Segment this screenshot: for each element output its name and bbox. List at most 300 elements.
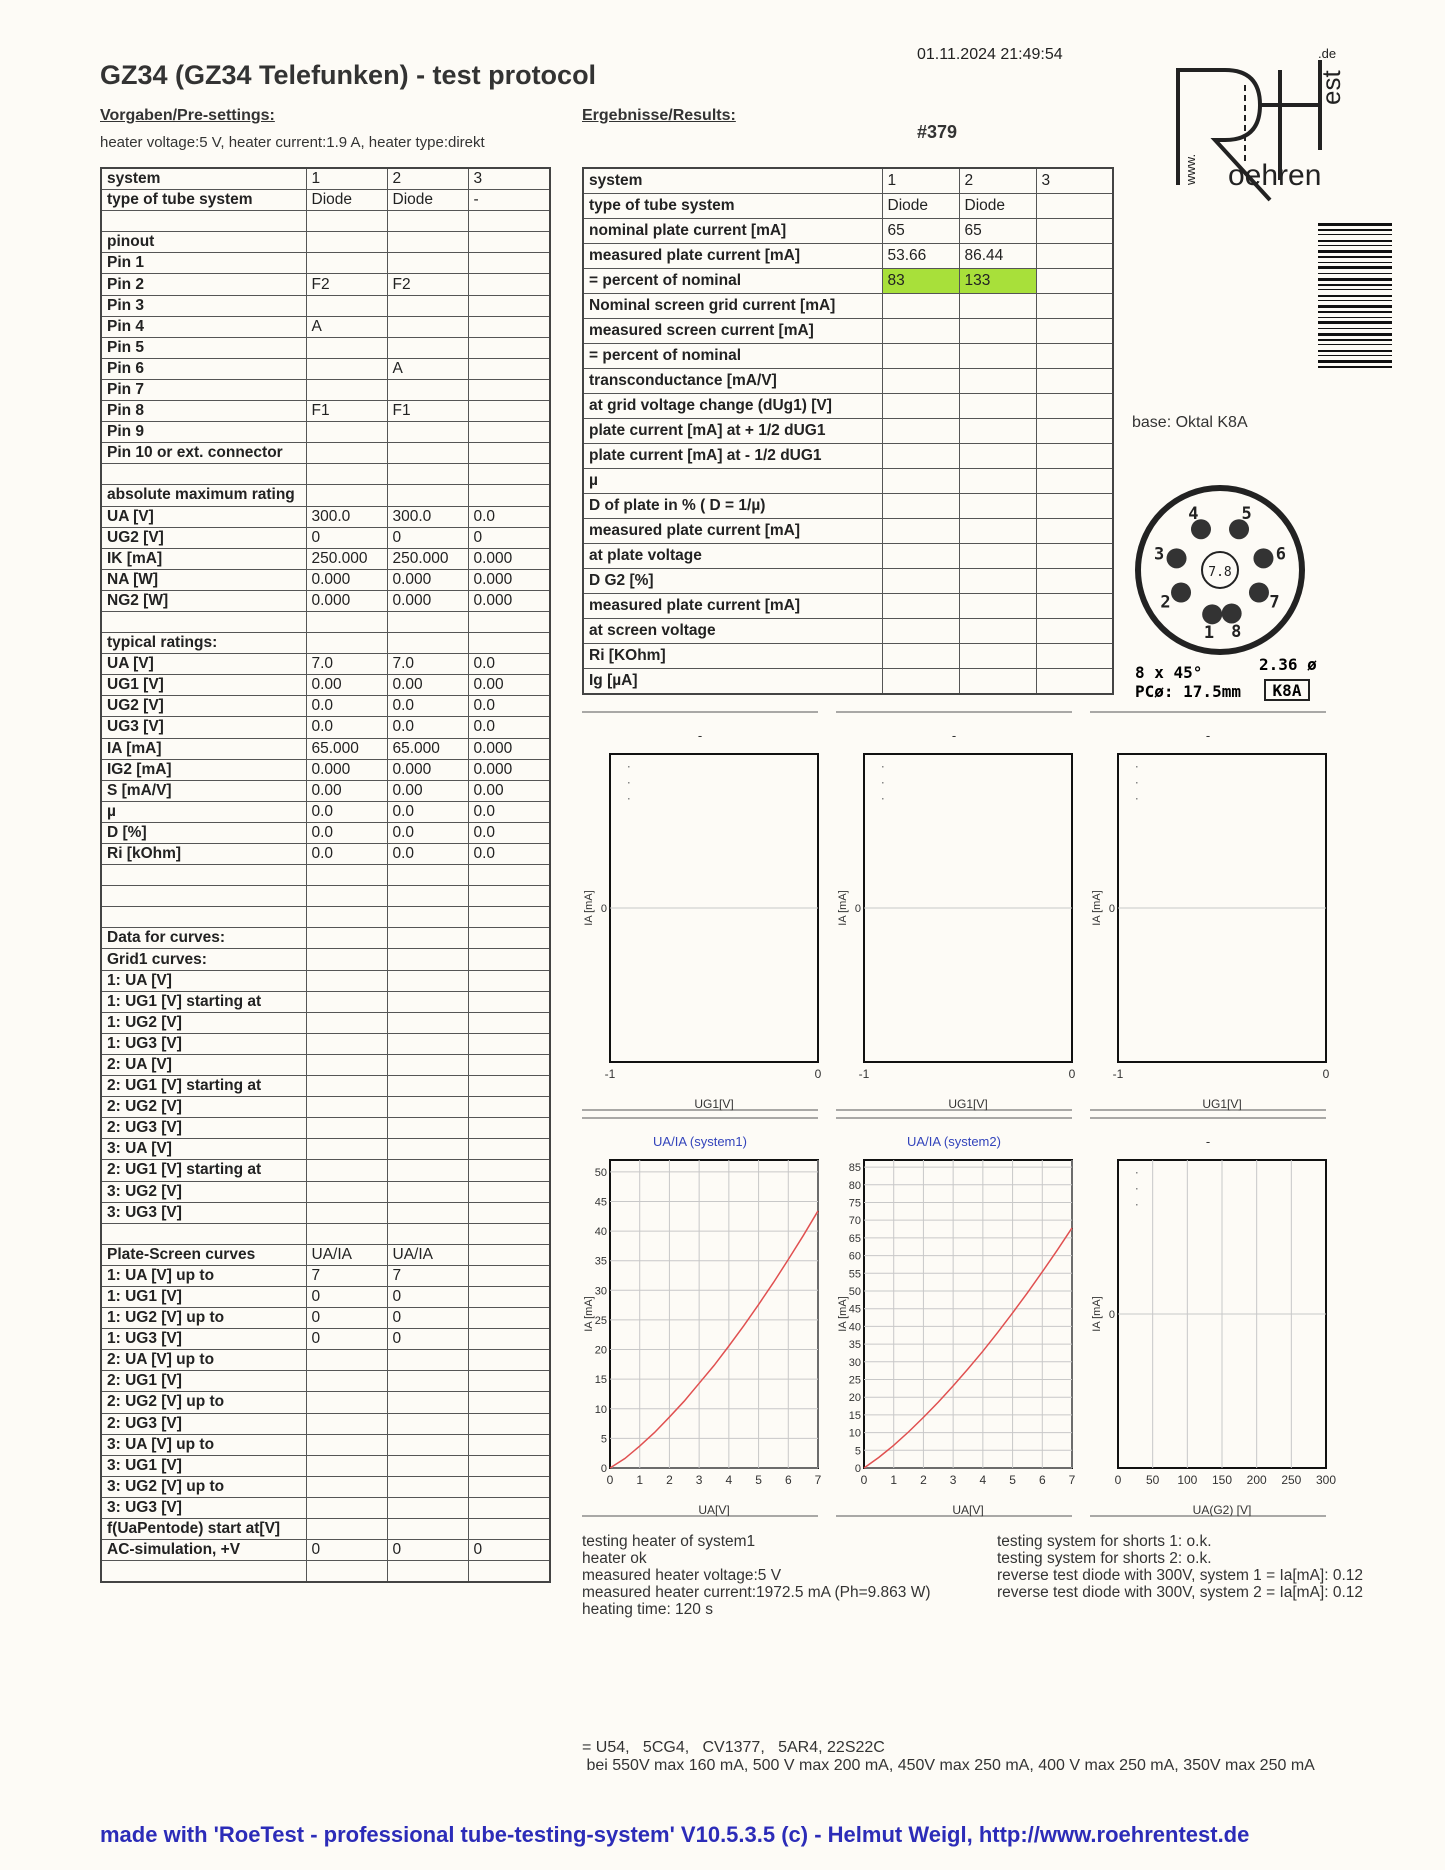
- x-tick-label: 7: [1068, 1473, 1076, 1487]
- cell-system-3: [468, 1160, 550, 1181]
- cell-system-2: 7.0: [387, 654, 468, 675]
- row-label: 2: UG3 [V]: [101, 1413, 306, 1434]
- table-row: [101, 1202, 550, 1223]
- cell-system-2: [387, 337, 468, 358]
- barcode-bar: [1318, 223, 1392, 226]
- cell-system-1: [306, 1181, 387, 1202]
- cell-system-1: [306, 907, 387, 928]
- y-tick-label: 0: [1108, 1309, 1115, 1321]
- cell-system-2: 0: [387, 1286, 468, 1307]
- cell-system-3: 0.0: [468, 717, 550, 738]
- presettings-text: heater voltage:5 V, heater current:1.9 A, heater type:direkt: [100, 134, 485, 151]
- row-label: type of tube system: [583, 194, 882, 219]
- cell-system-1: [882, 369, 959, 394]
- cell-system-3: [1036, 344, 1113, 369]
- cell-system-2: [387, 379, 468, 400]
- cell-system-1: 1: [882, 168, 959, 194]
- note-line: testing system for shorts 2: o.k.: [997, 1550, 1212, 1567]
- cell-system-2: F2: [387, 274, 468, 295]
- x-tick-label: 3: [949, 1473, 957, 1487]
- barcode-bar: [1318, 234, 1392, 235]
- y-tick-label: 45: [594, 1196, 607, 1209]
- y-tick-label: 35: [594, 1255, 607, 1268]
- cell-system-1: 1: [306, 168, 387, 190]
- row-label: µ: [583, 469, 882, 494]
- y-tick-label: 30: [594, 1285, 607, 1298]
- table-row: [101, 801, 550, 822]
- row-label: 1: UG1 [V] starting at: [101, 991, 306, 1012]
- table-row: [101, 865, 550, 886]
- cell-system-2: 0.000: [387, 759, 468, 780]
- row-label: [101, 211, 306, 232]
- cell-system-3: [468, 1476, 550, 1497]
- barcode-bar: [1318, 355, 1392, 356]
- table-row: [101, 822, 550, 843]
- cell-system-3: [468, 1371, 550, 1392]
- socket-pin: [1202, 604, 1222, 624]
- cell-system-1: [306, 970, 387, 991]
- cell-system-1: [306, 949, 387, 970]
- y-tick-label: 75: [848, 1197, 861, 1210]
- cell-system-3: [468, 1012, 550, 1033]
- y-tick-label: 25: [848, 1374, 861, 1387]
- cell-system-3: [468, 1118, 550, 1139]
- cell-system-2: [959, 644, 1036, 669]
- cell-system-1: 0.0: [306, 801, 387, 822]
- row-label: at grid voltage change (dUg1) [V]: [583, 394, 882, 419]
- x-tick-label: 6: [784, 1473, 792, 1487]
- y-tick-label: 85: [848, 1162, 861, 1175]
- cell-system-1: Diode: [882, 194, 959, 219]
- cell-system-2: 0.0: [387, 822, 468, 843]
- socket-diagram: [1135, 488, 1320, 713]
- row-label: 3: UG2 [V] up to: [101, 1476, 306, 1497]
- table-row: [101, 1455, 550, 1476]
- cell-system-2: [387, 949, 468, 970]
- note-line: reverse test diode with 300V, system 2 = Ia[mA]: 0.12: [997, 1584, 1364, 1601]
- cell-system-2: [959, 419, 1036, 444]
- cell-system-2: 300.0: [387, 506, 468, 527]
- cell-system-2: [387, 1012, 468, 1033]
- barcode-bar: [1318, 311, 1392, 313]
- table-row: [101, 316, 550, 337]
- cell-system-2: [387, 1497, 468, 1518]
- cell-system-3: 0.0: [468, 801, 550, 822]
- cell-system-1: 0: [306, 527, 387, 548]
- x-tick-label: 150: [1211, 1473, 1233, 1487]
- row-label: [101, 611, 306, 632]
- cell-system-2: 0.000: [387, 590, 468, 611]
- cell-system-2: Diode: [387, 190, 468, 211]
- table-row: [583, 619, 1113, 644]
- cell-system-1: F1: [306, 401, 387, 422]
- cell-system-3: 0: [468, 527, 550, 548]
- cell-system-3: [468, 991, 550, 1012]
- cell-system-1: 65: [882, 219, 959, 244]
- cell-system-1: [306, 422, 387, 443]
- cell-system-1: 0.000: [306, 590, 387, 611]
- cell-system-2: [387, 485, 468, 506]
- cell-system-3: [468, 1308, 550, 1329]
- x-axis-label: UA[V]: [698, 1503, 730, 1517]
- row-label: at screen voltage: [583, 619, 882, 644]
- row-label: IG2 [mA]: [101, 759, 306, 780]
- socket-pin: [1222, 603, 1242, 623]
- cell-system-2: [387, 928, 468, 949]
- chart-title: UA/IA (system2): [907, 1134, 1001, 1149]
- cell-system-3: [468, 907, 550, 928]
- chart-title: -: [951, 728, 957, 743]
- cell-system-3: 0.00: [468, 780, 550, 801]
- x-tick-label: 5: [1009, 1473, 1016, 1487]
- cell-system-1: [882, 494, 959, 519]
- row-label: system: [583, 168, 882, 194]
- cell-system-2: 86.44: [959, 244, 1036, 269]
- cell-system-3: 0: [468, 1540, 550, 1561]
- table-row: [101, 1033, 550, 1054]
- cell-system-1: [306, 1455, 387, 1476]
- table-row: [101, 970, 550, 991]
- cell-system-1: [882, 394, 959, 419]
- cell-system-1: [882, 419, 959, 444]
- row-label: 3: UG2 [V]: [101, 1181, 306, 1202]
- row-label: 2: UG2 [V] up to: [101, 1392, 306, 1413]
- cell-system-2: 0.0: [387, 801, 468, 822]
- row-label: IK [mA]: [101, 548, 306, 569]
- cell-system-1: 0.000: [306, 759, 387, 780]
- row-label: nominal plate current [mA]: [583, 219, 882, 244]
- cell-system-3: [468, 232, 550, 253]
- cell-system-3: [1036, 494, 1113, 519]
- note-line: reverse test diode with 300V, system 1 = Ia[mA]: 0.12: [997, 1567, 1364, 1584]
- y-tick-label: 50: [594, 1166, 607, 1179]
- table-row: [101, 1540, 550, 1561]
- row-label: AC-simulation, +V: [101, 1540, 306, 1561]
- cell-system-2: 0.0: [387, 696, 468, 717]
- table-row: [101, 1181, 550, 1202]
- cell-system-3: [468, 316, 550, 337]
- table-row: [101, 1308, 550, 1329]
- cell-system-3: [468, 949, 550, 970]
- table-row: [101, 1054, 550, 1075]
- row-label: UA [V]: [101, 506, 306, 527]
- row-label: 3: UG1 [V]: [101, 1455, 306, 1476]
- cell-system-1: [882, 569, 959, 594]
- cell-system-1: A: [306, 316, 387, 337]
- cell-system-3: [468, 1139, 550, 1160]
- table-row: [101, 1329, 550, 1350]
- x-tick-label: 2: [920, 1473, 927, 1487]
- table-row: [583, 219, 1113, 244]
- cell-system-1: [882, 544, 959, 569]
- chart-background: [582, 1118, 818, 1518]
- logo-est: est: [1316, 70, 1346, 105]
- cell-system-1: [306, 1139, 387, 1160]
- cell-system-1: [306, 1371, 387, 1392]
- cell-system-3: [468, 970, 550, 991]
- chart-title: -: [1205, 1134, 1211, 1149]
- cell-system-1: [306, 1076, 387, 1097]
- cell-system-2: 0.0: [387, 717, 468, 738]
- cell-system-1: 0.0: [306, 717, 387, 738]
- chart-title: -: [697, 728, 703, 743]
- chart-plate-system1: [582, 1118, 822, 1518]
- cell-system-3: [1036, 294, 1113, 319]
- table-row: [583, 669, 1113, 695]
- row-label: 2: UG1 [V] starting at: [101, 1160, 306, 1181]
- table-row: [101, 1392, 550, 1413]
- cell-system-2: [387, 422, 468, 443]
- x-tick-label: -1: [858, 1067, 870, 1081]
- equivalents: [582, 1739, 1315, 1775]
- row-label: at plate voltage: [583, 544, 882, 569]
- row-label: Ig [µA]: [583, 669, 882, 695]
- barcode-bar: [1318, 333, 1392, 336]
- cell-system-2: [387, 1350, 468, 1371]
- cell-system-3: [1036, 444, 1113, 469]
- cell-system-3: [468, 1392, 550, 1413]
- barcode-bar: [1318, 344, 1392, 345]
- barcode-bar: [1318, 366, 1392, 368]
- logo-de: .de: [1318, 46, 1337, 61]
- y-tick-label: 10: [594, 1403, 607, 1416]
- cell-system-3: [1036, 269, 1113, 294]
- table-row: [101, 1413, 550, 1434]
- x-axis-label: UG1[V]: [1202, 1097, 1242, 1111]
- table-row: [583, 419, 1113, 444]
- row-label: 1: UA [V] up to: [101, 1265, 306, 1286]
- cell-system-2: 133: [959, 269, 1036, 294]
- socket-pin: [1249, 583, 1269, 603]
- table-row: [101, 295, 550, 316]
- x-axis-label: UG1[V]: [694, 1097, 734, 1111]
- table-row: [101, 886, 550, 907]
- row-label: Pin 3: [101, 295, 306, 316]
- y-tick-label: 0: [854, 1463, 861, 1475]
- timestamp: 01.11.2024 21:49:54: [917, 46, 1063, 63]
- cell-system-1: [306, 464, 387, 485]
- y-tick-label: 0: [600, 903, 607, 915]
- cell-system-1: 7: [306, 1265, 387, 1286]
- cell-system-1: [306, 633, 387, 654]
- table-row: [583, 344, 1113, 369]
- barcode-bar: [1318, 273, 1392, 274]
- row-label: D [%]: [101, 822, 306, 843]
- row-label: Pin 6: [101, 358, 306, 379]
- x-tick-label: 0: [1322, 1067, 1330, 1081]
- chart-background: [1090, 1118, 1326, 1518]
- legend-dot: [1136, 798, 1138, 800]
- y-tick-label: 40: [848, 1321, 861, 1334]
- cell-system-1: [882, 594, 959, 619]
- cell-system-2: [387, 295, 468, 316]
- chart-background: [1090, 712, 1326, 1112]
- row-label: 2: UG3 [V]: [101, 1118, 306, 1139]
- table-row: [101, 907, 550, 928]
- table-row: [101, 1139, 550, 1160]
- cell-system-3: [468, 1223, 550, 1244]
- cell-system-1: [306, 1476, 387, 1497]
- row-label: plate current [mA] at + 1/2 dUG1: [583, 419, 882, 444]
- row-label: UG2 [V]: [101, 696, 306, 717]
- note-line: heating time: 120 s: [582, 1601, 713, 1618]
- legend-dot: [882, 782, 884, 784]
- chart-grid1-system1: [582, 712, 822, 1112]
- cell-system-2: [387, 1202, 468, 1223]
- cell-system-2: 250.000: [387, 548, 468, 569]
- y-tick-label: 0: [1108, 903, 1115, 915]
- cell-system-1: [306, 865, 387, 886]
- cell-system-2: [387, 1139, 468, 1160]
- table-row: [101, 844, 550, 865]
- heater-notes: [582, 1533, 931, 1618]
- cell-system-1: 300.0: [306, 506, 387, 527]
- row-label: 3: UA [V]: [101, 1139, 306, 1160]
- row-label: Ri [KOhm]: [583, 644, 882, 669]
- table-row: [101, 1076, 550, 1097]
- socket-pin-label: 7: [1269, 592, 1280, 613]
- x-tick-label: 250: [1281, 1473, 1302, 1487]
- cell-system-1: [306, 1202, 387, 1223]
- cell-system-3: [1036, 194, 1113, 219]
- cell-system-3: [468, 1519, 550, 1540]
- cell-system-2: [387, 1519, 468, 1540]
- cell-system-1: [882, 644, 959, 669]
- cell-system-2: [959, 544, 1036, 569]
- cell-system-3: 0.000: [468, 548, 550, 569]
- row-label: pinout: [101, 232, 306, 253]
- chart-background: [836, 712, 1072, 1112]
- cell-system-2: [387, 886, 468, 907]
- cell-system-1: [306, 611, 387, 632]
- cell-system-1: 250.000: [306, 548, 387, 569]
- row-label: Pin 10 or ext. connector: [101, 443, 306, 464]
- table-row: [101, 633, 550, 654]
- note-line: measured heater current:1972.5 mA (Ph=9.863 W): [582, 1584, 931, 1601]
- table-row: [101, 1244, 550, 1265]
- row-label: measured plate current [mA]: [583, 244, 882, 269]
- note-line: testing system for shorts 1: o.k.: [997, 1533, 1212, 1550]
- row-label: transconductance [mA/V]: [583, 369, 882, 394]
- legend-dot: [628, 766, 630, 768]
- y-tick-label: 15: [848, 1409, 861, 1422]
- cell-system-3: [468, 1202, 550, 1223]
- results-heading: Ergebnisse/Results:: [582, 107, 736, 124]
- cell-system-1: [306, 211, 387, 232]
- cell-system-2: [387, 907, 468, 928]
- socket-center: 7.8: [1208, 565, 1232, 580]
- table-row: [101, 337, 550, 358]
- cell-system-3: 0.00: [468, 675, 550, 696]
- row-label: 2: UG2 [V]: [101, 1097, 306, 1118]
- cell-system-1: 0: [306, 1286, 387, 1307]
- cell-system-3: [1036, 319, 1113, 344]
- table-row: [583, 494, 1113, 519]
- row-label: UG2 [V]: [101, 527, 306, 548]
- y-axis-label: IA [mA]: [583, 890, 595, 926]
- cell-system-2: [959, 669, 1036, 695]
- table-row: [101, 253, 550, 274]
- x-tick-label: 0: [606, 1473, 614, 1487]
- cell-system-2: [959, 394, 1036, 419]
- table-row: [101, 1118, 550, 1139]
- row-label: Pin 9: [101, 422, 306, 443]
- cell-system-2: [959, 619, 1036, 644]
- cell-system-2: [387, 1476, 468, 1497]
- row-label: UG1 [V]: [101, 675, 306, 696]
- cell-system-2: [387, 1054, 468, 1075]
- table-row: [101, 274, 550, 295]
- cell-system-1: [306, 1497, 387, 1518]
- cell-system-2: [387, 1392, 468, 1413]
- cell-system-2: 0.00: [387, 675, 468, 696]
- cell-system-2: [959, 319, 1036, 344]
- row-label: = percent of nominal: [583, 269, 882, 294]
- cell-system-2: A: [387, 358, 468, 379]
- socket-pin-label: 1: [1203, 623, 1215, 644]
- cell-system-2: [387, 1223, 468, 1244]
- socket-pin-label: 5: [1241, 503, 1252, 524]
- table-row: [583, 644, 1113, 669]
- cell-system-1: 0.0: [306, 696, 387, 717]
- table-row: [101, 738, 550, 759]
- cell-system-3: 0.0: [468, 822, 550, 843]
- cell-system-2: [959, 469, 1036, 494]
- cell-system-3: [468, 422, 550, 443]
- cell-system-3: [468, 274, 550, 295]
- cell-system-1: 65.000: [306, 738, 387, 759]
- cell-system-3: [1036, 544, 1113, 569]
- row-label: D of plate in % ( D = 1/µ): [583, 494, 882, 519]
- cell-system-3: [468, 611, 550, 632]
- cell-system-3: [1036, 219, 1113, 244]
- legend-dot: [628, 782, 630, 784]
- row-label: [101, 865, 306, 886]
- table-row: [101, 780, 550, 801]
- row-label: [101, 1223, 306, 1244]
- chart-background: [836, 1118, 1072, 1518]
- cell-system-3: 0.0: [468, 844, 550, 865]
- cell-system-2: [387, 633, 468, 654]
- legend-dot: [1136, 766, 1138, 768]
- cell-system-2: 0: [387, 1329, 468, 1350]
- x-axis-label: UA(G2) [V]: [1192, 1503, 1252, 1517]
- row-label: 2: UA [V] up to: [101, 1350, 306, 1371]
- table-row: [101, 527, 550, 548]
- table-row: [101, 675, 550, 696]
- cell-system-1: [306, 295, 387, 316]
- row-label: Pin 1: [101, 253, 306, 274]
- barcode-bar: [1318, 289, 1392, 290]
- table-row: [101, 548, 550, 569]
- x-tick-label: 6: [1038, 1473, 1046, 1487]
- x-tick-label: -1: [1112, 1067, 1124, 1081]
- cell-system-2: 0: [387, 1308, 468, 1329]
- cell-system-1: [882, 319, 959, 344]
- socket-pin-label: 3: [1154, 544, 1165, 565]
- logo-www: www.: [1183, 153, 1198, 185]
- cell-system-2: 0.00: [387, 780, 468, 801]
- legend-dot: [628, 798, 630, 800]
- socket-pin: [1253, 548, 1273, 568]
- cell-system-3: 0.000: [468, 569, 550, 590]
- table-row: [101, 1350, 550, 1371]
- row-label: f(UaPentode) start at[V]: [101, 1519, 306, 1540]
- cell-system-2: [387, 253, 468, 274]
- cell-system-1: [306, 991, 387, 1012]
- cell-system-3: [1036, 244, 1113, 269]
- cell-system-2: [959, 369, 1036, 394]
